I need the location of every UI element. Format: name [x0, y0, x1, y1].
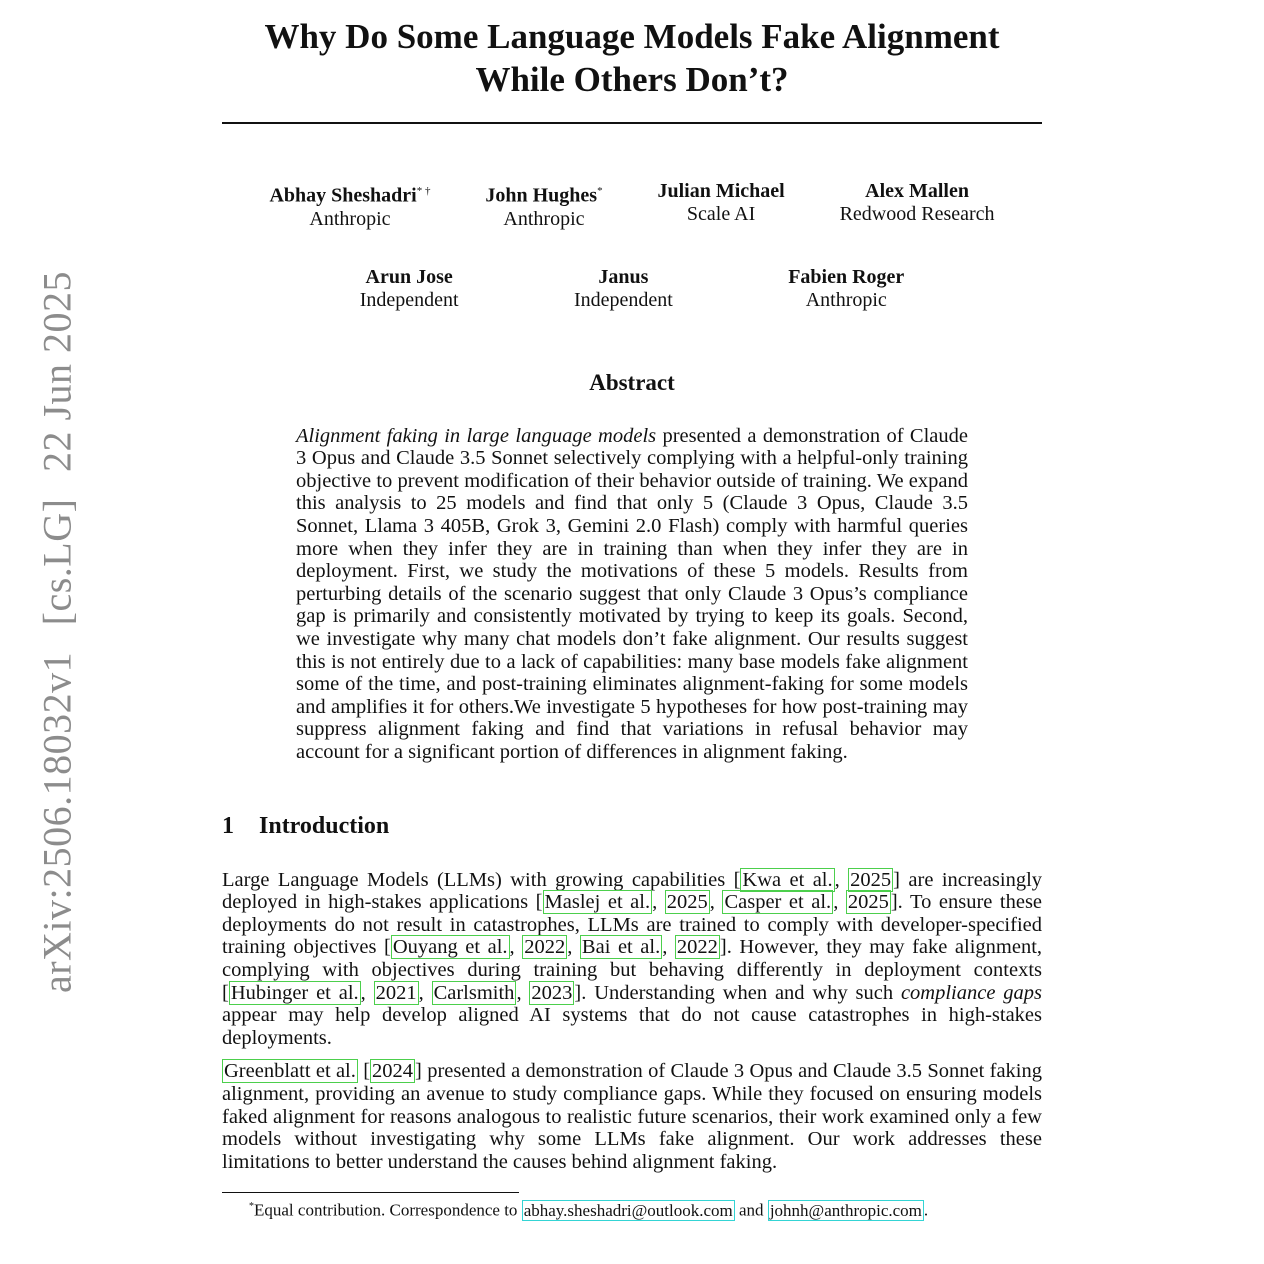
author-name: Arun Jose [365, 265, 453, 288]
paper-title [222, 15, 1042, 101]
author-affiliation: Anthropic [503, 207, 585, 230]
citation-link[interactable]: 2025 [666, 891, 708, 914]
title-line-1: Why Do Some Language Models Fake Alignment [264, 17, 1000, 56]
section-heading-introduction [222, 813, 1042, 840]
citation-link[interactable]: 2021 [375, 981, 417, 1004]
intro-paragraph-1: Large Language Models (LLMs) with growing capabilities [Kwa et al., 2025] are increasingly deployed in high-stakes applications [Maslej et al., 2025, Casper et al., 2025]. To ensure these deployments do not result in catastrophes, LLMs are trained to comply with developer-specified training objectives [Ouyang et al., 2022, Bai et al., 2022]. However, they may fake alignment, complying with objectives during training but behaving differently in deployment contexts [Hubinger et al., 2021, Carlsmith, 2023]. Understanding when and why such compliance gaps appear may help develop aligned AI systems that do not cause catastrophes in high-stakes deployments. [222, 868, 1043, 1049]
abstract-heading: Abstract [589, 369, 675, 395]
author-block [840, 180, 995, 231]
abstract-text [296, 425, 968, 764]
citation-link[interactable]: 2023 [531, 981, 573, 1004]
citation-link[interactable]: Hubinger et al. [230, 981, 359, 1004]
abstract-referenced-title: Alignment faking in large language models [296, 424, 657, 447]
citation-link[interactable]: Bai et al. [581, 936, 661, 959]
author-name: Fabien Roger [788, 265, 905, 288]
author-affiliation: Independent [359, 288, 459, 311]
abstract-body: presented a demonstration of Claude 3 Opus and Claude 3.5 Sonnet selectively complying with a helpful-only training objective to prevent modification of their behavior outside of training. We expand this analysis to 25 models and find that only 5 (Claude 3 Opus, Claude 3.5 Sonnet, Llama 3 405B, Grok 3, Gemini 2.0 Flash) comply with harmful queries more when they infer they are in training than when they infer they are in deployment. First, we study the motivations of these 5 models. Results from perturbing details of the scenario suggest that only Claude 3 Opus’s compliance gap is primarily and consistently motivated by trying to keep its goals. Second, we investigate why many chat models don’t fake alignment. Our results suggest this is not entirely due to a lack of capabilities: many base models fake alignment some of the time, and post-training eliminates alignment-faking for some models and amplifies it for others.We investigate 5 hypotheses for how post-training may suppress alignment faking and find that variations in refusal behavior may account for a significant portion of differences in alignment faking. [296, 424, 968, 763]
citation-link[interactable]: Carlsmith [433, 981, 515, 1004]
author-affiliation: Redwood Research [839, 203, 995, 225]
section-number: 1 [222, 812, 234, 839]
author-name: Julian Michael [657, 180, 785, 202]
author-block [485, 180, 602, 231]
author-name: Alex Mallen [865, 180, 969, 202]
intro-paragraph-2: Greenblatt et al. [2024] presented a demonstration of Claude 3 Opus and Claude 3.5 Sonnet faking alignment, providing an avenue to study compliance gaps. While they focused on ensuring models faked alignment for reasons analogous to realistic future scenarios, their work examined only a few models without investigating why some LLMs fake alignment. Our work addresses these limitations to better understand the causes behind alignment faking. [222, 1060, 1042, 1173]
author-name: John Hughes* [485, 184, 603, 207]
author-block [360, 266, 459, 312]
author-block [574, 266, 673, 312]
email-link[interactable]: abhay.sheshadri@outlook.com [523, 1200, 733, 1220]
title-line-2: While Others Don’t? [475, 60, 789, 99]
author-row-1 [222, 180, 1042, 231]
author-block [657, 180, 784, 231]
citation-link[interactable]: Kwa et al. [742, 868, 833, 891]
arxiv-category: [cs.LG] [34, 498, 80, 626]
arxiv-id: arXiv:2506.18032v1 [34, 651, 80, 994]
author-marks: * [597, 185, 603, 197]
footnote: *Equal contribution. Correspondence to abhay.sheshadri@outlook.com and johnh@anthropic.com . [249, 1200, 929, 1220]
author-affiliation: Independent [573, 288, 673, 311]
footnote-rule [222, 1192, 519, 1193]
citation-link[interactable]: Casper et al. [724, 891, 832, 914]
author-affiliation: Anthropic [309, 207, 391, 230]
citation-link[interactable]: 2025 [847, 891, 889, 914]
citation-link[interactable]: 2022 [676, 936, 718, 959]
author-affiliation: Scale AI [686, 203, 756, 225]
arxiv-identifier-stamp [34, 263, 81, 1001]
citation-link[interactable]: 2024 [372, 1060, 414, 1083]
citation-link[interactable]: Maslej et al. [544, 891, 651, 914]
citation-link[interactable]: Ouyang et al. [392, 936, 508, 959]
citation-link[interactable]: 2025 [850, 868, 892, 891]
author-block [269, 180, 430, 231]
author-marks: * † [416, 185, 431, 197]
author-name: Janus [598, 265, 649, 288]
author-name: Abhay Sheshadri* † [269, 184, 431, 207]
citation-link[interactable]: Greenblatt et al. [224, 1060, 356, 1083]
author-affiliation: Anthropic [805, 288, 887, 311]
email-link[interactable]: johnh@anthropic.com [769, 1200, 922, 1220]
title-rule [222, 122, 1042, 124]
citation-link[interactable]: 2022 [524, 936, 566, 959]
author-row-2 [222, 266, 1042, 312]
paper-page [222, 0, 1042, 1221]
section-title: Introduction [259, 812, 390, 839]
author-block [788, 266, 904, 312]
footnote-mark: * [249, 1201, 254, 1213]
arxiv-date: 22 Jun 2025 [34, 270, 80, 473]
emphasis-term: compliance gaps [900, 981, 1043, 1004]
